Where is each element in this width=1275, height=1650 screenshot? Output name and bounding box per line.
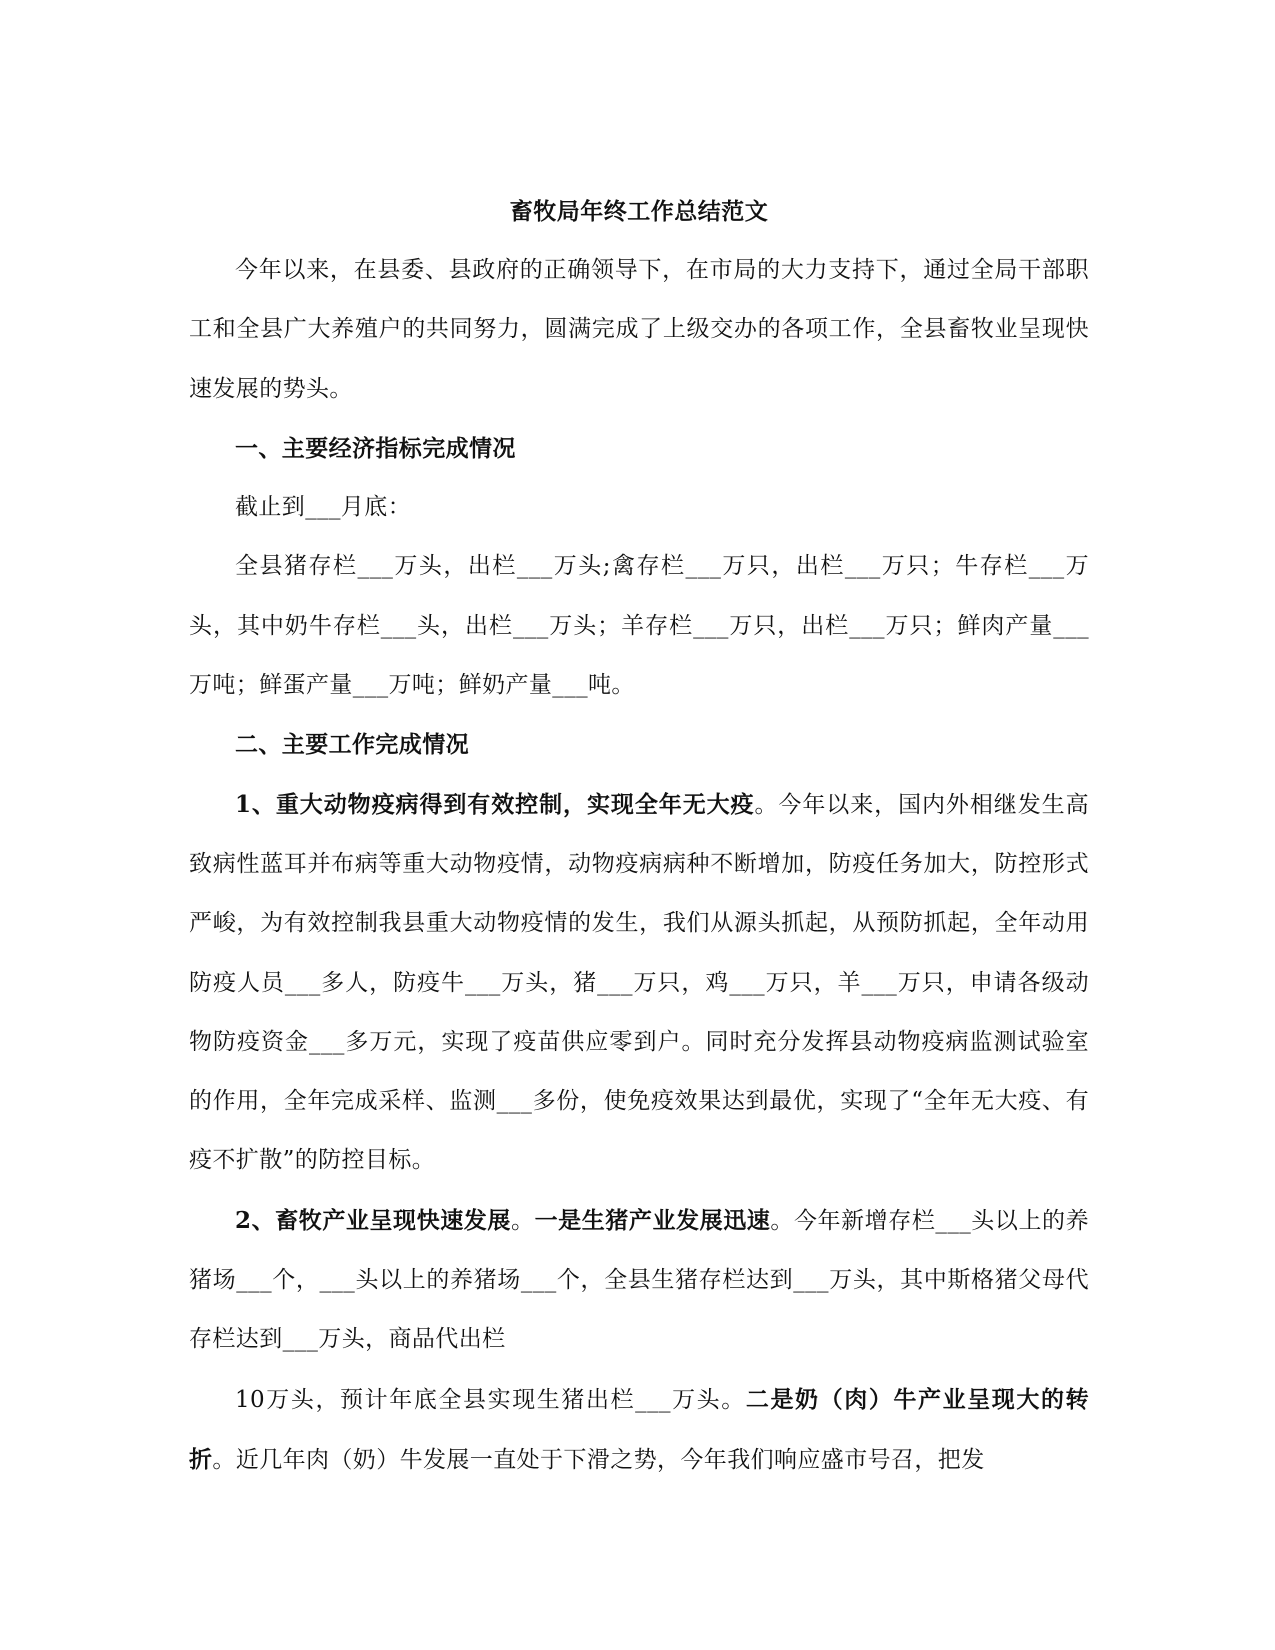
section-2-heading: 二、主要工作完成情况 [235,731,469,759]
item-2-continuation-paragraph [189,1370,1089,1491]
stats-paragraph: 全县猪存栏___万头，出栏___万头;禽存栏___万只，出栏___万只；牛存栏___万头，其中奶牛存栏___头，出栏___万头；羊存栏___万只，出栏___万只；鲜肉产量___万吨；鲜蛋产量___万吨；鲜奶产量___吨。 [189,553,1089,699]
item-2-sub2-lead: 二是奶（肉）牛产业呈现大的转折 [189,1385,1089,1473]
item-2-sub1-lead: 一是生猪产业发展迅速 [534,1206,771,1234]
item-2-paragraph [189,1191,1089,1370]
intro-paragraph: 今年以来，在县委、县政府的正确领导下，在市局的大力支持下，通过全局干部职工和全县广大养殖户的共同努力，圆满完成了上级交办的各项工作，全县畜牧业呈现快速发展的势头。 [189,257,1089,402]
item-1-lead: 1、重大动物疫病得到有效控制，实现全年无大疫 [235,790,755,818]
item-2-sub2-body: 。近几年肉（奶）牛发展一直处于下滑之势，今年我们响应盛市号召，把发 [212,1446,985,1473]
item-1-body: 。今年以来，国内外相继发生高致病性蓝耳并布病等重大动物疫情，动物疫病病种不断增加，防疫任务加大，防控形式严峻，为有效控制我县重大动物疫情的发生，我们从源头抓起，从预防抓起，全年动用防疫人员___多人，防疫牛___万头，猪___万只，鸡___万只，羊___万只，申请各级动物防疫资金___多万元，实现了疫苗供应零到户。同时充分发挥县动物疫病监测试验室的作用，全年完成采样、监测___多份，使免疫效果达到最优，实现了“全年无大疫、有疫不扩散”的防控目标。 [189,791,1089,1174]
document-title: 畜牧局年终工作总结范文 [509,198,769,225]
section-1-heading: 一、主要经济指标完成情况 [235,434,516,462]
item-1-paragraph [189,775,1089,1191]
item-2-sub1-body: 。今年新增存栏___头以上的养猪场___个，___头以上的养猪场___个，全县生猪存栏达到___万头，其中斯格猪父母代存栏达到___万头，商品代出栏 [189,1207,1090,1353]
item-2-separator: 。 [510,1207,535,1234]
document-body [189,182,1089,1490]
item-2-lead: 2、畜牧产业呈现快速发展 [235,1206,511,1234]
item-2-cont-body: 10万头，预计年底全县实现生猪出栏___万头。 [235,1386,746,1413]
cutoff-line: 截止到___月底： [235,494,412,521]
